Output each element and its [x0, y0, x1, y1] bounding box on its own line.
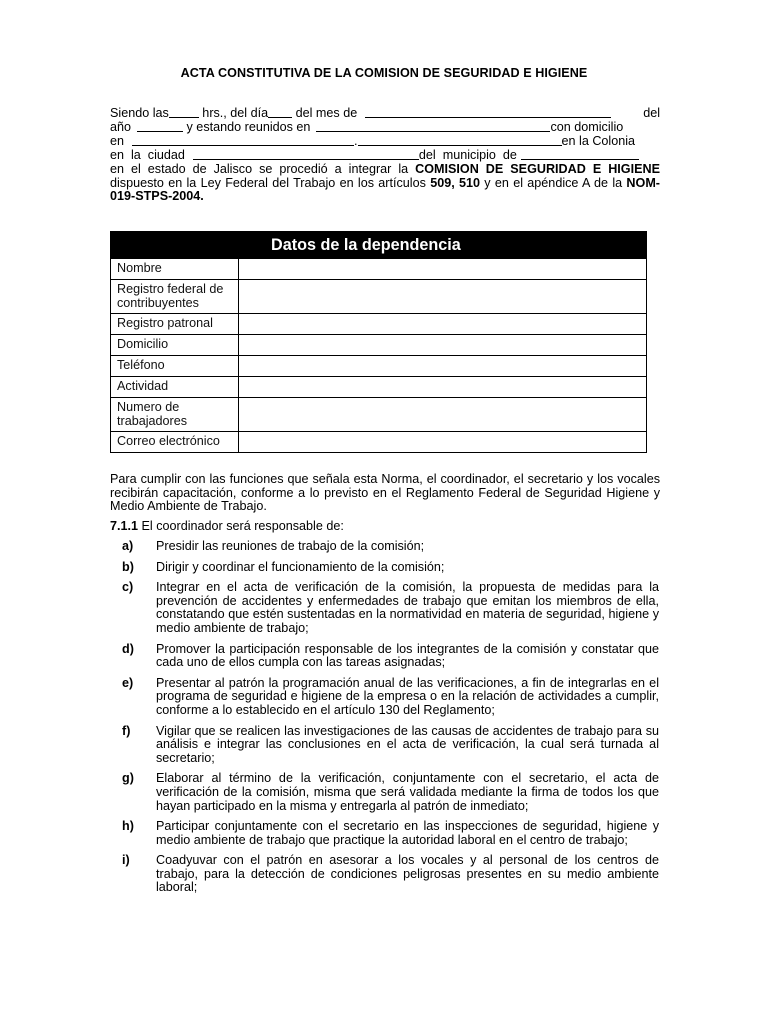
- intro-text: y estando reunidos en: [183, 120, 311, 134]
- table-row: [111, 314, 647, 335]
- row-label-phone: Teléfono: [111, 356, 239, 377]
- list-text: Presentar al patrón la programación anual de las verificaciones, a fin de integrarlas en el programa de seguridad e higiene de la empresa o en la relación de actividades a cumplir, conforme a lo establecido en el artículo 130 del Reglamento;: [156, 675, 659, 717]
- blank-year: [137, 121, 183, 132]
- intro-text: año: [110, 120, 132, 134]
- intro-text: y en el apéndice A de la: [480, 175, 627, 190]
- list-text: Participar conjuntamente con el secretario en las inspecciones de seguridad, higiene y medio ambiente de trabajo que practique la autoridad laboral en el centro de trabajo;: [156, 819, 659, 847]
- list-text: Presidir las reuniones de trabajo de la comisión;: [156, 539, 425, 553]
- list-item: [110, 854, 660, 895]
- row-value-name[interactable]: [238, 259, 646, 280]
- row-value-email[interactable]: [238, 432, 646, 453]
- row-label-activity: Actividad: [111, 377, 239, 398]
- row-value-phone[interactable]: [238, 356, 646, 377]
- list-marker: c): [122, 580, 134, 595]
- table-row: [111, 432, 647, 453]
- section-heading: [110, 520, 344, 534]
- blank-address-2: [358, 135, 562, 146]
- list-item: [110, 643, 660, 670]
- intro-bold-articles: 509, 510: [430, 175, 481, 190]
- table-row: [111, 335, 647, 356]
- document-title: ACTA CONSTITUTIVA DE LA COMISION DE SEGURIDAD E HIGIENE: [180, 66, 588, 80]
- list-text: Elaborar al término de la verificación, conjuntamente con el secretario, el acta de verificación de la comisión, misma que será validada mediante la firma de todos los que hayan participado en la misma y entregarla al patrón de inmediato;: [156, 771, 659, 813]
- list-item: [110, 581, 660, 635]
- list-item: [110, 772, 660, 813]
- row-value-activity[interactable]: [238, 377, 646, 398]
- section-number: 7.1.1: [110, 519, 139, 533]
- row-value-rfc[interactable]: [238, 280, 646, 314]
- intro-line-3: [110, 135, 660, 149]
- list-marker: d): [122, 641, 134, 656]
- list-item: [110, 677, 660, 718]
- responsibilities-list: [110, 540, 660, 902]
- dependency-table: [110, 231, 647, 453]
- list-text: Integrar en el acta de verificación de la comisión, la propuesta de medidas para la prevención de accidentes y enfermedades de trabajo que emitan los miembros de ella, constatando que estén sustentadas en la normatividad en materia de seguridad, higiene y medio ambiente de trabajo;: [156, 580, 659, 635]
- table-row: [111, 280, 647, 314]
- list-marker: g): [122, 771, 134, 786]
- row-value-workers[interactable]: [238, 398, 646, 432]
- table-row: [111, 356, 647, 377]
- intro-paragraph: [110, 107, 660, 204]
- list-item: [110, 561, 660, 575]
- intro-text: Siendo las: [110, 106, 169, 120]
- blank-city: [193, 149, 419, 160]
- list-item: [110, 725, 660, 766]
- row-label-address: Domicilio: [111, 335, 239, 356]
- blank-place: [316, 121, 550, 132]
- intro-text: en el estado de Jalisco se procedió a integrar la: [110, 162, 416, 176]
- intro-text: .: [354, 134, 358, 148]
- list-text: Vigilar que se realicen las investigaciones de las causas de accidentes de trabajo para su análisis e integrar las conclusiones en el acta de verificación, la cual será turnada al secretario;: [156, 723, 659, 765]
- row-value-employer-registry[interactable]: [238, 314, 646, 335]
- intro-line-4: [110, 149, 660, 163]
- intro-text: con domicilio: [550, 120, 624, 134]
- intro-line-2: [110, 121, 660, 135]
- row-label-rfc: Registro federal de contribuyentes: [111, 280, 239, 314]
- intro-bold-norm: NOM-019-STPS-2004.: [110, 175, 660, 204]
- intro-line-1: [110, 107, 660, 121]
- section-text: El coordinador será responsable de:: [138, 519, 344, 533]
- list-text: Promover la participación responsable de los integrantes de la comisión y constatar que cada uno de ellos cumpla con las tareas asignadas;: [156, 641, 659, 670]
- list-marker: e): [122, 675, 134, 690]
- intro-text: del municipio de: [418, 148, 517, 162]
- list-marker: b): [122, 559, 134, 574]
- list-marker: f): [122, 723, 131, 738]
- blank-hours: [169, 107, 199, 118]
- row-value-address[interactable]: [238, 335, 646, 356]
- row-label-name: Nombre: [111, 259, 239, 280]
- row-label-workers: Numero de trabajadores: [111, 398, 239, 432]
- blank-address: [132, 135, 354, 146]
- row-label-email: Correo electrónico: [111, 432, 239, 453]
- intro-text: hrs., del día: [198, 106, 269, 120]
- intro-text: dispuesto en la Ley Federal del Trabajo en los artículos: [110, 175, 431, 190]
- blank-municipality: [521, 149, 639, 160]
- intro-text: del mes de: [292, 106, 358, 120]
- intro-text: en la ciudad: [110, 148, 185, 162]
- row-label-employer-registry: Registro patronal: [111, 314, 239, 335]
- list-item: [110, 820, 660, 847]
- table-row: [111, 377, 647, 398]
- intro-text: en la Colonia: [561, 134, 636, 148]
- list-marker: i): [122, 853, 130, 868]
- table-row: [111, 259, 647, 280]
- list-marker: a): [122, 539, 134, 553]
- intro-rest: [110, 163, 660, 204]
- list-text: Dirigir y coordinar el funcionamiento de la comisión;: [156, 559, 445, 574]
- list-marker: h): [122, 819, 134, 834]
- blank-day: [268, 107, 292, 118]
- list-item: [110, 540, 660, 554]
- training-paragraph: Para cumplir con las funciones que señala esta Norma, el coordinador, el secretario y los vocales recibirán capacitación, conforme a lo previsto en el Reglamento Federal de Seguridad Higiene y Medio Ambiente de Trabajo.: [110, 472, 660, 514]
- table-header: Datos de la dependencia: [111, 232, 647, 259]
- intro-text: del: [643, 106, 660, 120]
- intro-bold-commission: COMISION DE SEGURIDAD E HIGIENE: [415, 162, 660, 176]
- list-text: Coadyuvar con el patrón en asesorar a los vocales y al personal de los centros de trabajo, para la detección de condiciones peligrosas presentes en su medio ambiente laboral;: [156, 853, 659, 895]
- blank-month: [365, 107, 611, 118]
- table-row: [111, 398, 647, 432]
- intro-text: en: [110, 134, 125, 148]
